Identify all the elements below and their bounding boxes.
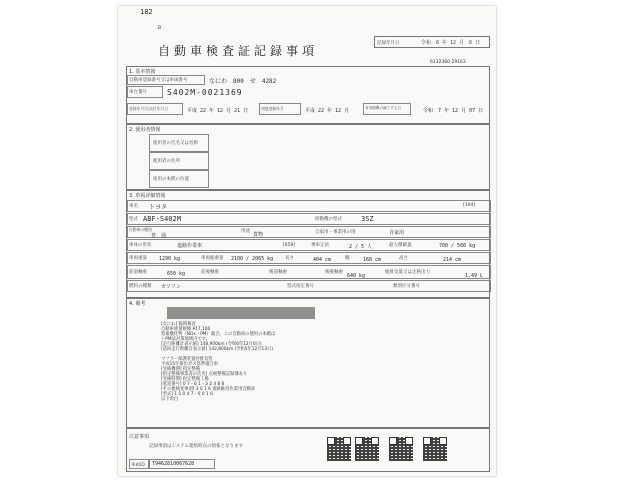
front-axle-label: 前前軸重	[129, 270, 147, 275]
private-value: 自家用	[389, 230, 405, 236]
width-label: 幅	[345, 256, 350, 261]
maker-code: [104]	[463, 203, 476, 208]
notes-area	[126, 428, 490, 472]
document-sheet	[118, 6, 496, 476]
remark-line: [受検時期] 指定整備工場	[161, 377, 209, 382]
section1-heading: 1. 基本情報	[129, 69, 156, 75]
qr-code-icon	[423, 437, 447, 461]
first-registration-value: 平成 22 年 12 月 21 日	[187, 108, 249, 114]
document-title: 自動車検査証記録事項	[158, 44, 319, 58]
maker-value: トヨタ	[149, 204, 168, 211]
maker-label: 車名	[129, 204, 138, 209]
capacity-label: 乗車定員	[311, 243, 329, 248]
engine-value: 3SZ	[361, 215, 374, 223]
body-label: 車体の形状	[129, 243, 152, 248]
notes-text: 記録事項はシステム連絡時点の情報となります	[149, 444, 244, 449]
weight-value: 1290 kg	[159, 256, 181, 262]
section-user-info	[126, 124, 490, 190]
chassis-label: 車台番号	[129, 90, 147, 95]
category-label: 類別区分番号	[393, 284, 420, 289]
private-label: 自家用・事業用の別	[315, 230, 356, 235]
remark-line: [型式] 1 5 0 4 7 - 0 0 1 6	[161, 392, 213, 397]
issue-date-value: 令和 6 年 12 月 6 日	[421, 40, 481, 46]
section4-heading: 4. 備考	[129, 301, 146, 307]
rear-front-axle-label: 後前軸重	[269, 270, 287, 275]
registration-value: なにわ 800 せ 4282	[209, 78, 277, 85]
title-small-mark: B	[158, 26, 162, 31]
user-address-label: 使用者の住所	[153, 159, 180, 164]
use-label: 用途	[241, 229, 250, 234]
section-basic-info	[126, 66, 490, 124]
type-value: ABF-S402M	[143, 215, 181, 223]
issue-date-label: 記録年月日	[377, 41, 400, 46]
remark-line: [受検機関] 指定整備	[161, 367, 201, 372]
vehicle-id-value: T9462810067628	[152, 461, 195, 467]
vehicle-id-label: 車両ID	[131, 463, 145, 468]
length-value: 404 cm	[313, 257, 332, 263]
issue-date-box	[374, 36, 490, 48]
height-value: 214 cm	[443, 257, 462, 263]
weight-label: 車両重量	[129, 256, 147, 261]
first-year-label: 初度登録年月	[261, 106, 284, 111]
document-number: 6132360 29163	[430, 60, 466, 65]
height-label: 高さ	[399, 256, 408, 261]
body-code: [659]	[283, 243, 296, 248]
redacted-block	[167, 307, 315, 319]
section2-heading: 2. 使用者情報	[129, 127, 161, 133]
remark-line: 以下余白	[161, 397, 179, 402]
remark-line: 自動車重量税額 ¥17,100	[161, 327, 211, 332]
remark-line: [なにわ] 臨時検査	[161, 322, 196, 327]
front-rear-axle-label: 前後軸重	[201, 270, 219, 275]
chassis-value: S402M-0021369	[167, 88, 243, 97]
remark-line: [前回走行距離計表示値] 142,800km (令和5年12月13日)	[161, 347, 274, 352]
kind-label: 自動車の種別	[129, 227, 152, 232]
remark-line: [指定整備事業者の氏名] 点検整備記録簿あり	[161, 372, 248, 377]
section3-heading: 3. 車両詳細情報	[129, 193, 166, 199]
fuel-value: ガソリン	[161, 284, 182, 290]
rear-rear-axle-value: 640 kg	[347, 273, 366, 279]
displacement-value: 1.49 L	[465, 273, 484, 279]
qr-code-icon	[389, 437, 413, 461]
gross-label: 車両総重量	[201, 256, 224, 261]
capacity-value: 2 / 5 人	[349, 244, 373, 250]
max-load-value: 700 / 500 kg	[439, 243, 476, 249]
expiry-label: 有効期間の満了する日	[365, 106, 401, 110]
remark-line: [電話番号] 0 7 - 6 1 - 3 2 4 8 8	[161, 382, 225, 387]
remark-line: 窒素酸化物（NOx・PM）適合。この自動車の使用の本拠は	[161, 332, 276, 337]
fuel-label: 燃料の種類	[129, 284, 152, 289]
kind-value: 普 通	[151, 233, 167, 239]
registration-label: 自動車登録番号又は車両番号	[129, 78, 188, 83]
qr-code-icon	[327, 437, 351, 461]
first-registration-label: 登録年月日/交付年月日	[129, 106, 169, 111]
front-axle-value: 650 kg	[167, 271, 186, 277]
remark-line: 平成15年排出ガス基準適合車	[161, 362, 219, 367]
designation-label: 型式指定番号	[287, 284, 314, 289]
section-remarks	[126, 298, 490, 428]
displacement-label: 総排気量又は定格出力	[385, 270, 430, 275]
first-year-value: 平成 22 年 12 月	[305, 108, 350, 114]
type-label: 型式	[129, 217, 138, 222]
use-value: 貨物	[253, 232, 264, 238]
gross-value: 2100 / 2065 kg	[231, 256, 274, 262]
qr-code-icon	[355, 437, 379, 461]
body-value: 道路作業車	[177, 243, 203, 249]
base-location-label: 使用の本拠の位置	[153, 177, 189, 182]
expiry-value: 令和 7 年 12 月 07 日	[423, 108, 484, 114]
section-vehicle-details	[126, 190, 490, 298]
rear-rear-axle-label: 後後軸重	[325, 270, 343, 275]
handwritten-note: 182	[140, 8, 153, 16]
notes-heading: 注意事項	[129, 434, 150, 440]
width-value: 168 cm	[363, 257, 382, 263]
length-label: 長さ	[285, 256, 294, 261]
remark-line: トPM法対策地域内です。	[161, 337, 210, 342]
remark-line: [走行距離計表示値] 148,900km (令和6年12月6日)	[161, 342, 262, 347]
remark-line: マフラー保護装置付排気管	[161, 357, 213, 362]
user-name-label: 使用者の氏名又は名称	[153, 141, 198, 146]
remark-line: [その他検査事項] 3 0 1 6 道路維持作業用自動車	[161, 387, 256, 392]
max-load-label: 最大積載量	[389, 243, 412, 248]
engine-label: 原動機の型式	[315, 217, 342, 222]
